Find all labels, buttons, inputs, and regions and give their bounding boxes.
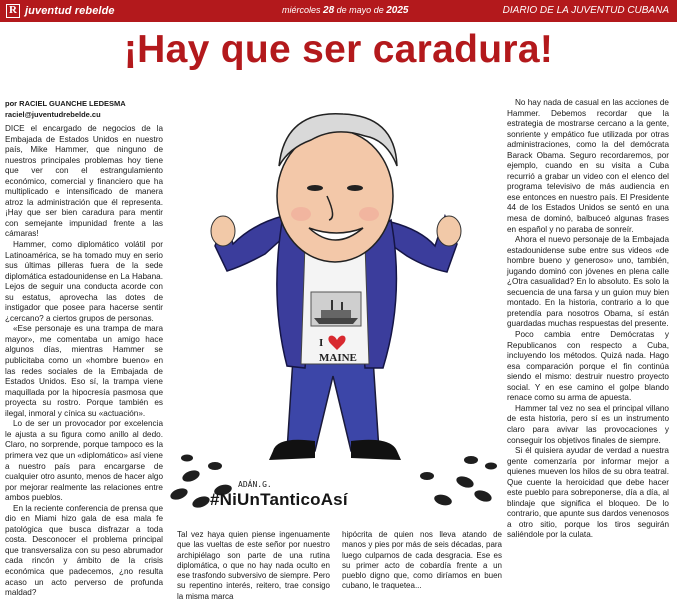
left-shoe [269, 440, 315, 460]
paragraph: En la reciente conferencia de prensa que dio en Miami hizo gala de esa mala fe patológica que busca disfrazar a toda costa. Desconocer el problema principal que transversaliza con su peso abrumador cada rincón y ámbito de la crisis económica que padecemos, ¿no resulta acaso un acto perverso de profunda maldad? [5, 503, 163, 598]
article-column-center-a [177, 530, 330, 602]
article-column-left [5, 124, 163, 599]
shirt-text-i: I [319, 337, 324, 349]
masthead-bar [0, 0, 677, 22]
paragraph: hipócrita de quien nos lleva atando de manos y pies por más de seis décadas, para luego culparnos de cada desgracia. Ese es su primer acto de cobardía frente a un pueblo digno que, como diríamos en buen cubano, le traquetea... [342, 530, 502, 591]
paper-tagline: DIARIO DE LA JUVENTUD CUBANA [502, 5, 669, 16]
paragraph: Tal vez haya quien piense ingenuamente que las vueltas de este señor por nuestro archipiélago son parte de una rutina diplomática, o que no hay nada oculto en ese trasfondo subversivo de siempre. Pero su repentino interés, reitero, trae consigo la misma marca [177, 530, 330, 601]
artist-signature: ADÁN.G. [238, 480, 272, 489]
article-column-center-b [342, 530, 502, 592]
campaign-hashtag: #NiUnTanticoAsí [210, 490, 348, 509]
paragraph: No hay nada de casual en las acciones de Hammer. Debemos recordar que la estrategia de mostrarse cercano a la gente, sonriente y empático fue utilizada por otras administraciones, como la del demócrata Barack Obama. Seguro recordaremos, por ejemplo, cuando en su visita a Cuba recurrió a grabar un video con el elenco del programa televisivo de más audiencia en ese entonces en nuestro país. El Presidente 44 de los Estados Unidos se sentó en una mesa de dominó, balbuceó algunas frases en español y no paraba de sonreír. [507, 98, 669, 234]
trousers [287, 358, 379, 451]
paragraph: «Ese personaje es una trampa de mara mayor», me comentaba un amigo hace algunos días, mientras Hammer se publicitaba como un «hombre bueno» en las redes sociales de la Embajada de Estados Unidos. Eso sí, la trampa viene maquillada por la hipocresía pasmosa que proyecta su rostro. Porque también es ilegal, inmoral y cínica su «actuación». [5, 324, 163, 418]
logo-icon: R [6, 4, 20, 18]
issue-date: miércoles 28 de mayo de 2025 [282, 5, 409, 16]
paragraph: Hammer tal vez no sea el principal villano de esta historia, pero sí es un instrumento claro para avivar las provocaciones y conseguir los objetivos finales de siempre. [507, 403, 669, 445]
caricature-illustration [165, 96, 505, 526]
author-name: por RACIEL GUANCHE LEDESMA [5, 99, 126, 108]
caricature-face [277, 130, 393, 262]
article-title: ¡Hay que ser caradura! [123, 28, 554, 71]
paragraph: Ahora el nuevo personaje de la Embajada estadounidense sube entre sus videos «de hombre bueno y generoso» uno, también, jugando dominó con jóvenes en plena calle ¿Otra casualidad? En lo absoluto. Es solo la secuencia de una farsa y un guion muy bien montado. En la historia, contrario a lo que pretendía para nosotros Obama, sí están guardadas muchas respuestas del presente. [507, 235, 669, 329]
brand-name: juventud rebelde [25, 5, 115, 17]
author-email: raciel@juventudrebelde.cu [5, 110, 101, 119]
byline [5, 98, 126, 120]
paragraph: Lo de ser un provocador por excelencia le ajusta a su figura como anillo al dedo. Claro, no sorprende, porque tampoco es la primera vez que un «diplomático» así viene a nuestro país para encargarse de cualquier otro asunto, menos de hacer algo por mejorar realmente las relaciones entre ambos pueblos. [5, 419, 163, 503]
right-shoe [351, 440, 401, 460]
paragraph: DICE el encargado de negocios de la Embajada de Estados Unidos en nuestro país, Mike Hammer, que ninguno de nuestros principales problemas hoy tiene que ver con el estrangulamiento económico, comercial y financiero que ha multiplicado e intensificado de manera atroz la administración que él representa. ¡Hay que ser bien caradura para mentir con semejante impunidad frente a las cámaras! [5, 124, 163, 239]
paragraph: Poco cambia entre Demócratas y Republicanos con respecto a Cuba, incluyendo los métodos. Quizá nada. Hago esa comparación porque el fin continúa siendo el mismo: destruir nuestro proyecto social. Y en ese camino el golpe blando renace como su arma de apuesta. [507, 330, 669, 403]
shirt-text-maine: MAINE [319, 352, 357, 364]
paragraph: Hammer, como diplomático volátil por Latinoamérica, se ha tomado muy en serio sus últimas pilleras fuera de la sede diplomática estadounidense en La Habana. Lejos de seguir una conducta acorde con su estatus, aprovecha las dotes de instigador que posee para hacerse sentir ¿cercano? a ciertos grupos de personas. [5, 240, 163, 323]
article-column-right [507, 98, 669, 541]
paragraph: Si él quisiera ayudar de verdad a nuestra gente comenzaría por informar mejor a quienes mueven los hilos de su obra teatral. Que cuente la heroicidad que debe hacer este pueblo para sobreponerse, día a día, al blindaje que significa el bloqueo. De lo contrario, que apunte sus dardos venenosos a otro sitio, porque los tiros seguirán saliéndole por la culata. [507, 446, 669, 540]
